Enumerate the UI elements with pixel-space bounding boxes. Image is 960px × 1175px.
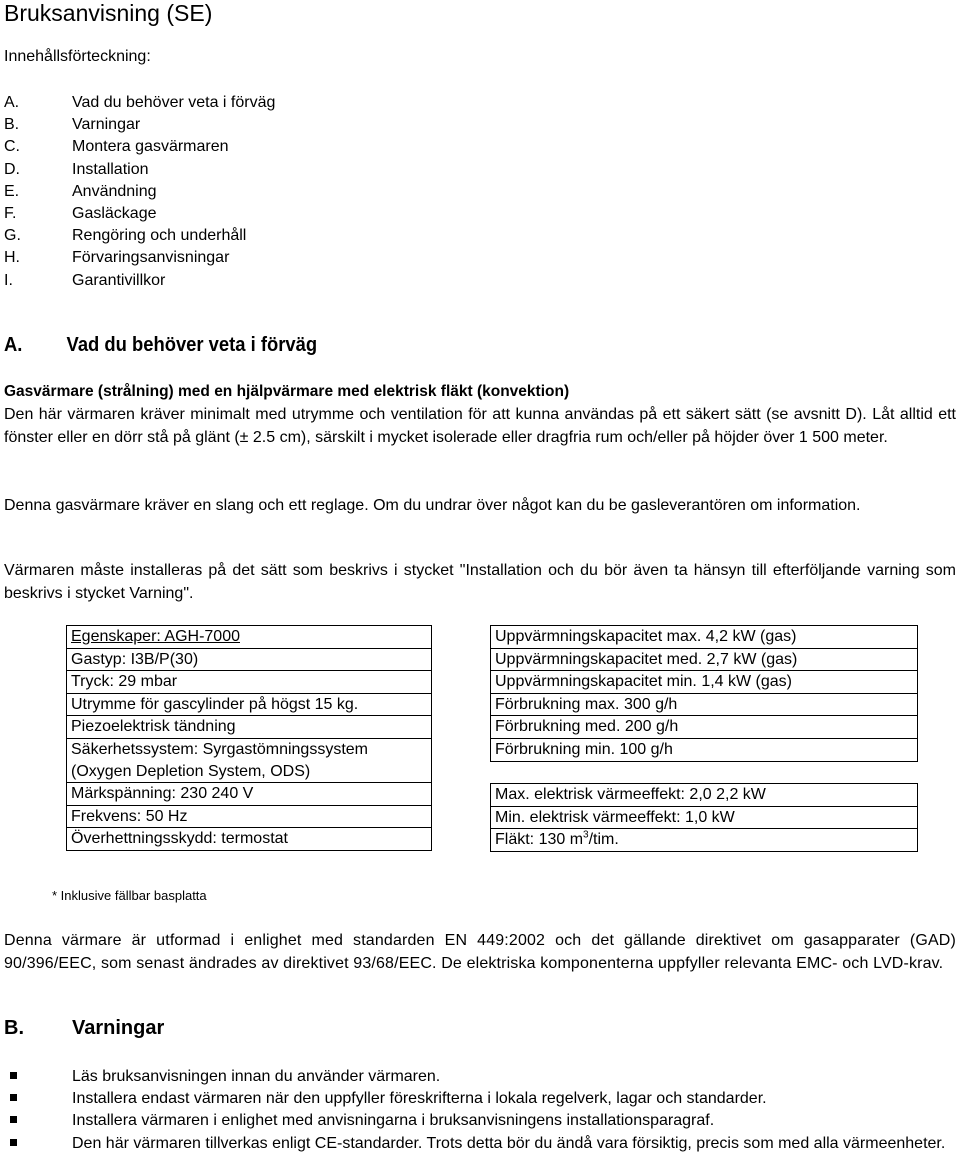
spec-cell: Förbrukning med. 200 g/h	[490, 715, 918, 738]
toc-item-letter: D.	[4, 160, 20, 178]
list-item	[4, 1066, 956, 1087]
list-item-text: Installera endast värmaren när den uppfyller föreskrifterna i lokala regelverk, lagar och standarder.	[72, 1090, 767, 1108]
spec-cell: Säkerhetssystem: Syrgastömningssystem (Oxygen Depletion System, ODS)	[66, 738, 432, 782]
section-a-paragraph-2: Denna gasvärmare kräver en slang och ett reglage. Om du undrar över något kan du be gasleverantören om information.	[4, 497, 861, 514]
bullet-square-icon	[10, 1094, 17, 1101]
section-a-subheading: Gasvärmare (strålning) med en hjälpvärmare med elektrisk fläkt (konvektion)	[4, 383, 570, 400]
toc-item-letter: I.	[4, 271, 13, 289]
toc-item-label: Gasläckage	[72, 204, 157, 222]
bullet-square-icon	[10, 1072, 17, 1079]
footnote: * Inklusive fällbar basplatta	[52, 888, 207, 903]
toc-item[interactable]	[4, 225, 275, 247]
toc-item-label: Varningar	[72, 116, 141, 134]
toc-item-label: Installation	[72, 160, 149, 178]
toc-item-label: Garantivillkor	[72, 271, 166, 289]
list-item	[4, 1110, 956, 1131]
toc-item-letter: C.	[4, 138, 20, 156]
toc-item-label: Rengöring och underhåll	[72, 227, 247, 245]
spec-cell: Piezoelektrisk tändning	[66, 715, 432, 738]
spec-cell: Uppvärmningskapacitet med. 2,7 kW (gas)	[490, 648, 918, 671]
spec-cell: Förbrukning min. 100 g/h	[490, 738, 918, 761]
toc-item-letter: F.	[4, 204, 17, 222]
spec-cell	[490, 828, 918, 852]
specs-left-column	[66, 625, 432, 851]
fan-capacity-unit: /tim.	[588, 831, 619, 849]
standards-paragraph: Denna värmare är utformad i enlighet med standarden EN 449:2002 och det gällande direktivet om gasapparater (GAD) 90/396/EEC, som senast ändrades av direktivet 93/68/EEC. De elektriska komponenterna uppfyller relevanta EMC- och LVD-krav.	[4, 932, 956, 972]
spec-cell: Max. elektrisk värmeeffekt: 2,0 2,2 kW	[490, 783, 918, 806]
spec-cell: Frekvens: 50 Hz	[66, 805, 432, 828]
warnings-list	[4, 1066, 956, 1155]
spec-cell: Utrymme för gascylinder på högst 15 kg.	[66, 693, 432, 716]
list-item-text: Installera värmaren i enlighet med anvisningarna i bruksanvisningens installationsparagraf.	[72, 1112, 715, 1130]
list-item-text: Läs bruksanvisningen innan du använder värmaren.	[72, 1068, 441, 1085]
spec-cell: Min. elektrisk värmeeffekt: 1,0 kW	[490, 806, 918, 829]
spec-cell: Uppvärmningskapacitet max. 4,2 kW (gas)	[490, 625, 918, 648]
section-a-letter: A.	[4, 334, 23, 356]
list-item	[4, 1133, 956, 1154]
specs-right-column	[490, 625, 918, 852]
bullet-square-icon	[10, 1116, 17, 1123]
toc-item[interactable]	[4, 159, 275, 181]
toc-item-label: Förvaringsanvisningar	[72, 249, 230, 267]
toc-item[interactable]	[4, 136, 275, 158]
toc-item[interactable]	[4, 203, 275, 225]
section-a-paragraph-1: Den här värmaren kräver minimalt med utrymme och ventilation för att kunna användas på ett säkert sätt (se avsnitt D). Låt alltid ett fönster eller en dörr stå på glänt (± 2.5 cm), särskilt i mycket isolerade eller dragfria rum och/eller på höjder över 1 500 meter.	[4, 406, 956, 446]
toc-item-letter: A.	[4, 94, 20, 111]
spec-spacer	[490, 761, 918, 784]
superscript-3: 3	[583, 830, 589, 842]
toc-item[interactable]	[4, 247, 275, 269]
section-a-paragraph-3: Värmaren måste installeras på det sätt som beskrivs i stycket "Installation och du bör även ta hänsyn till efterföljande varning som beskrivs i stycket Varning".	[4, 562, 956, 602]
spec-cell: Egenskaper: AGH-7000	[66, 625, 432, 648]
spec-cell: Gastyp: I3B/P(30)	[66, 648, 432, 671]
fan-capacity-value: Fläkt: 130 m	[495, 831, 584, 849]
list-item	[4, 1088, 956, 1109]
spec-cell: Överhettningsskydd: termostat	[66, 827, 432, 851]
toc-item-letter: G.	[4, 227, 21, 245]
section-b-heading	[4, 1017, 164, 1040]
toc-item[interactable]	[4, 92, 275, 114]
toc-item-label: Vad du behöver veta i förväg	[72, 94, 276, 111]
spec-cell: Märkspänning: 230 240 V	[66, 782, 432, 805]
toc-item-label: Montera gasvärmaren	[72, 138, 229, 156]
toc-item-letter: B.	[4, 116, 20, 134]
section-a-title: Vad du behöver veta i förväg	[66, 334, 318, 356]
spec-cell: Tryck: 29 mbar	[66, 670, 432, 693]
section-b-letter: B.	[4, 1017, 24, 1039]
bullet-square-icon	[10, 1139, 17, 1146]
section-b-title: Varningar	[72, 1017, 165, 1039]
toc-item-label: Användning	[72, 182, 157, 200]
table-of-contents	[4, 92, 275, 292]
list-item-text: Den här värmaren tillverkas enligt CE-standarder. Trots detta bör du ändå vara försiktig, precis som med alla värmeenheter.	[72, 1134, 946, 1152]
section-a-heading	[4, 334, 317, 357]
toc-heading: Innehållsförteckning:	[4, 48, 151, 65]
spec-cell: Uppvärmningskapacitet min. 1,4 kW (gas)	[490, 670, 918, 693]
spec-cell: Förbrukning max. 300 g/h	[490, 693, 918, 716]
toc-item-letter: H.	[4, 249, 20, 267]
toc-item[interactable]	[4, 270, 275, 292]
toc-item-letter: E.	[4, 182, 20, 200]
toc-item[interactable]	[4, 114, 275, 136]
toc-item[interactable]	[4, 181, 275, 203]
page-title: Bruksanvisning (SE)	[4, 0, 213, 26]
